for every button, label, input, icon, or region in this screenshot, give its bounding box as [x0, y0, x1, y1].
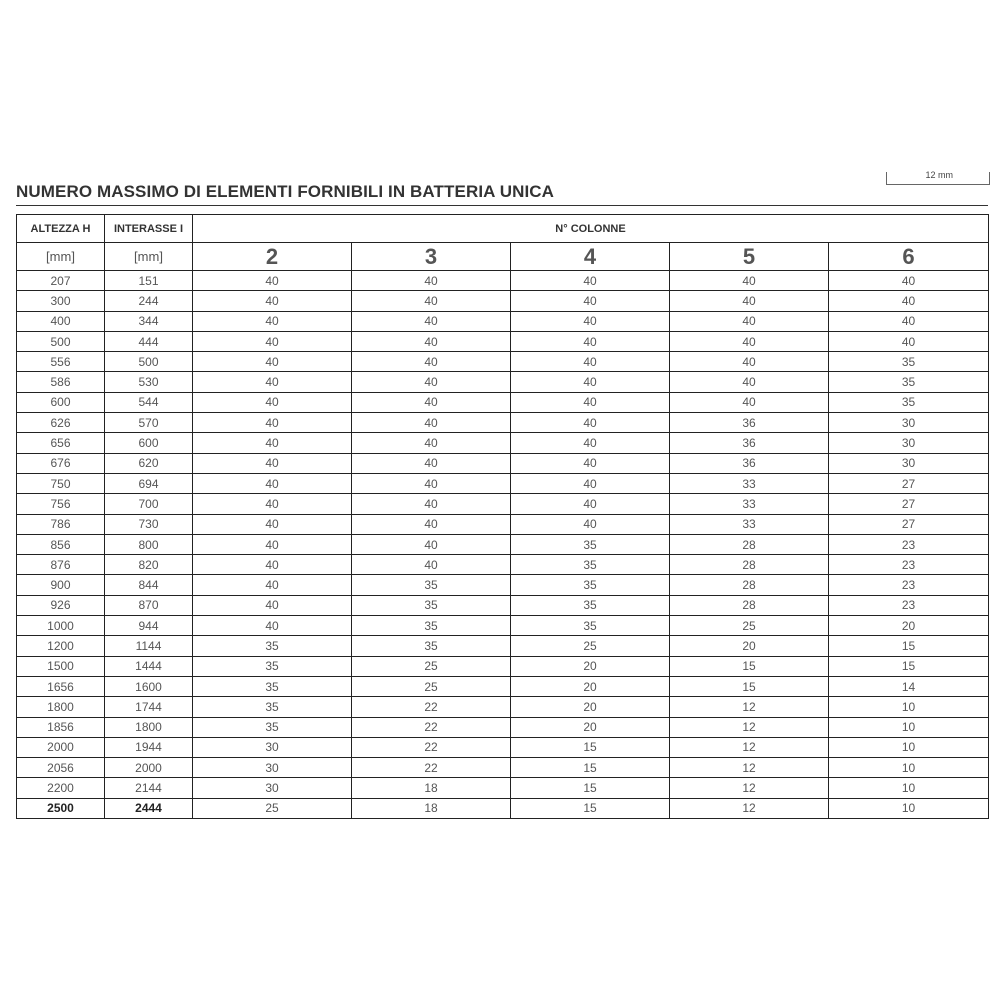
table-cell: 12 — [670, 798, 829, 818]
table-cell: 10 — [829, 697, 989, 717]
table-cell: 35 — [511, 534, 670, 554]
table-cell: 40 — [511, 352, 670, 372]
table-row — [17, 595, 989, 615]
table-cell: 40 — [829, 331, 989, 351]
table-cell: 20 — [829, 616, 989, 636]
table-cell: 1000 — [17, 616, 105, 636]
table-row — [17, 534, 989, 554]
table-cell: 2000 — [105, 758, 193, 778]
table-cell: 151 — [105, 271, 193, 291]
table-cell: 35 — [511, 616, 670, 636]
table-cell: 40 — [511, 331, 670, 351]
table-row — [17, 798, 989, 818]
table-cell: 15 — [829, 656, 989, 676]
table-cell: 20 — [511, 697, 670, 717]
table-row — [17, 413, 989, 433]
table-cell: 1600 — [105, 676, 193, 696]
table-cell: 730 — [105, 514, 193, 534]
unit-interasse: [mm] — [105, 243, 193, 271]
table-cell: 2056 — [17, 758, 105, 778]
table-cell: 40 — [511, 311, 670, 331]
table-cell: 23 — [829, 595, 989, 615]
table-cell: 40 — [193, 331, 352, 351]
table-cell: 28 — [670, 575, 829, 595]
table-row — [17, 453, 989, 473]
table-cell: 20 — [670, 636, 829, 656]
table-cell: 35 — [352, 636, 511, 656]
table-cell: 40 — [193, 311, 352, 331]
table-cell: 25 — [670, 616, 829, 636]
table-cell: 40 — [670, 291, 829, 311]
table-cell: 35 — [829, 392, 989, 412]
table-cell: 35 — [511, 555, 670, 575]
table-cell: 15 — [511, 737, 670, 757]
table-cell: 36 — [670, 453, 829, 473]
table-cell: 40 — [352, 555, 511, 575]
table-cell: 1856 — [17, 717, 105, 737]
table-cell: 27 — [829, 514, 989, 534]
table-cell: 820 — [105, 555, 193, 575]
table-cell: 40 — [193, 291, 352, 311]
table-row — [17, 271, 989, 291]
table-cell: 40 — [511, 514, 670, 534]
table-row — [17, 636, 989, 656]
table-cell: 30 — [829, 433, 989, 453]
table-cell: 28 — [670, 555, 829, 575]
table-row — [17, 676, 989, 696]
table-row — [17, 331, 989, 351]
table-row — [17, 758, 989, 778]
table-cell: 23 — [829, 555, 989, 575]
table-cell: 28 — [670, 534, 829, 554]
scale-label: 12 mm — [925, 170, 953, 180]
table-cell: 15 — [670, 676, 829, 696]
table-row — [17, 392, 989, 412]
table-cell: 40 — [352, 291, 511, 311]
table-cell: 40 — [352, 453, 511, 473]
table-cell: 40 — [193, 514, 352, 534]
table-cell: 20 — [511, 717, 670, 737]
unit-altezza: [mm] — [17, 243, 105, 271]
table-cell: 2444 — [105, 798, 193, 818]
table-cell: 15 — [511, 778, 670, 798]
column-header: 6 — [829, 243, 989, 271]
table-cell: 22 — [352, 758, 511, 778]
table-body — [17, 271, 989, 819]
table-cell: 40 — [511, 291, 670, 311]
table-cell: 35 — [352, 616, 511, 636]
table-cell: 12 — [670, 758, 829, 778]
table-row — [17, 717, 989, 737]
table-cell: 27 — [829, 473, 989, 493]
table-cell: 36 — [670, 433, 829, 453]
table-cell: 40 — [352, 534, 511, 554]
table-cell: 20 — [511, 676, 670, 696]
title-underline — [16, 205, 988, 206]
table-cell: 12 — [670, 778, 829, 798]
table-cell: 40 — [511, 392, 670, 412]
table-cell: 40 — [511, 433, 670, 453]
table-cell: 600 — [105, 433, 193, 453]
table-cell: 35 — [193, 717, 352, 737]
table-cell: 1200 — [17, 636, 105, 656]
table-cell: 2500 — [17, 798, 105, 818]
table-cell: 12 — [670, 717, 829, 737]
table-cell: 40 — [193, 555, 352, 575]
table-cell: 35 — [193, 676, 352, 696]
table-cell: 33 — [670, 514, 829, 534]
table-cell: 40 — [670, 311, 829, 331]
table-cell: 244 — [105, 291, 193, 311]
table-cell: 40 — [193, 595, 352, 615]
table-cell: 40 — [193, 494, 352, 514]
table-cell: 33 — [670, 494, 829, 514]
table-cell: 2000 — [17, 737, 105, 757]
table-cell: 40 — [352, 392, 511, 412]
table-cell: 10 — [829, 798, 989, 818]
table-cell: 40 — [193, 616, 352, 636]
table-cell: 40 — [829, 311, 989, 331]
table-cell: 23 — [829, 575, 989, 595]
header-colonne: N° COLONNE — [193, 215, 989, 243]
table-cell: 35 — [352, 595, 511, 615]
table-cell: 40 — [193, 372, 352, 392]
table-cell: 25 — [352, 656, 511, 676]
table-cell: 40 — [352, 311, 511, 331]
table-cell: 15 — [670, 656, 829, 676]
table-cell: 40 — [829, 271, 989, 291]
table-cell: 1144 — [105, 636, 193, 656]
table-cell: 40 — [193, 392, 352, 412]
table-cell: 40 — [352, 352, 511, 372]
table-cell: 2200 — [17, 778, 105, 798]
table-row — [17, 433, 989, 453]
table-cell: 756 — [17, 494, 105, 514]
table-cell: 40 — [352, 494, 511, 514]
table-cell: 30 — [193, 778, 352, 798]
table-cell: 15 — [511, 758, 670, 778]
table-row — [17, 656, 989, 676]
table-cell: 40 — [193, 473, 352, 493]
column-header: 3 — [352, 243, 511, 271]
table-cell: 40 — [193, 575, 352, 595]
table-cell: 33 — [670, 473, 829, 493]
table-cell: 25 — [352, 676, 511, 696]
table-cell: 856 — [17, 534, 105, 554]
table-row — [17, 473, 989, 493]
table-cell: 500 — [105, 352, 193, 372]
table-cell: 1444 — [105, 656, 193, 676]
table-cell: 40 — [670, 372, 829, 392]
table-row — [17, 616, 989, 636]
table-cell: 15 — [829, 636, 989, 656]
table-cell: 35 — [829, 372, 989, 392]
table-cell: 656 — [17, 433, 105, 453]
column-header: 4 — [511, 243, 670, 271]
table-cell: 30 — [193, 758, 352, 778]
table-cell: 35 — [193, 656, 352, 676]
table-cell: 620 — [105, 453, 193, 473]
table-cell: 926 — [17, 595, 105, 615]
table-cell: 35 — [829, 352, 989, 372]
table-cell: 694 — [105, 473, 193, 493]
table-row — [17, 555, 989, 575]
table-cell: 444 — [105, 331, 193, 351]
table-cell: 40 — [511, 271, 670, 291]
table-cell: 530 — [105, 372, 193, 392]
table-cell: 40 — [670, 271, 829, 291]
table-cell: 844 — [105, 575, 193, 595]
table-row — [17, 291, 989, 311]
table-cell: 40 — [193, 413, 352, 433]
table-cell: 30 — [829, 413, 989, 433]
table-cell: 300 — [17, 291, 105, 311]
table-cell: 20 — [511, 656, 670, 676]
table-row — [17, 778, 989, 798]
table-cell: 18 — [352, 778, 511, 798]
table-cell: 400 — [17, 311, 105, 331]
table-cell: 1944 — [105, 737, 193, 757]
table-cell: 750 — [17, 473, 105, 493]
table-row — [17, 514, 989, 534]
table-cell: 40 — [352, 433, 511, 453]
header-altezza: ALTEZZA H — [17, 215, 105, 243]
table-cell: 40 — [193, 534, 352, 554]
header-interasse: INTERASSE I — [105, 215, 193, 243]
table-row — [17, 372, 989, 392]
table-cell: 344 — [105, 311, 193, 331]
table-cell: 900 — [17, 575, 105, 595]
table-cell: 10 — [829, 717, 989, 737]
table-cell: 35 — [193, 697, 352, 717]
table-cell: 30 — [193, 737, 352, 757]
table-cell: 25 — [193, 798, 352, 818]
table-cell: 1500 — [17, 656, 105, 676]
table-cell: 600 — [17, 392, 105, 412]
table-cell: 22 — [352, 737, 511, 757]
table-cell: 40 — [352, 271, 511, 291]
column-header: 5 — [670, 243, 829, 271]
table-cell: 586 — [17, 372, 105, 392]
table-row — [17, 737, 989, 757]
table-cell: 207 — [17, 271, 105, 291]
table-cell: 35 — [511, 595, 670, 615]
table-cell: 40 — [193, 433, 352, 453]
table-cell: 40 — [670, 392, 829, 412]
table-cell: 27 — [829, 494, 989, 514]
table-cell: 40 — [670, 352, 829, 372]
table-cell: 12 — [670, 697, 829, 717]
table-cell: 10 — [829, 778, 989, 798]
table-cell: 700 — [105, 494, 193, 514]
table-cell: 22 — [352, 717, 511, 737]
table-cell: 786 — [17, 514, 105, 534]
table-cell: 14 — [829, 676, 989, 696]
table-cell: 1744 — [105, 697, 193, 717]
table-cell: 40 — [511, 473, 670, 493]
table-cell: 544 — [105, 392, 193, 412]
table-cell: 28 — [670, 595, 829, 615]
table-cell: 10 — [829, 758, 989, 778]
table-cell: 40 — [511, 453, 670, 473]
table-row — [17, 575, 989, 595]
table-cell: 35 — [193, 636, 352, 656]
table-cell: 570 — [105, 413, 193, 433]
table-cell: 40 — [352, 372, 511, 392]
column-header: 2 — [193, 243, 352, 271]
table-cell: 1800 — [17, 697, 105, 717]
table-cell: 23 — [829, 534, 989, 554]
table-cell: 944 — [105, 616, 193, 636]
table-cell: 18 — [352, 798, 511, 818]
table-cell: 2144 — [105, 778, 193, 798]
table-cell: 40 — [511, 372, 670, 392]
table-cell: 10 — [829, 737, 989, 757]
table-cell: 30 — [829, 453, 989, 473]
table-cell: 40 — [352, 514, 511, 534]
table-cell: 626 — [17, 413, 105, 433]
table-cell: 40 — [352, 473, 511, 493]
table-cell: 1656 — [17, 676, 105, 696]
table-cell: 35 — [511, 575, 670, 595]
table-cell: 870 — [105, 595, 193, 615]
table-cell: 40 — [352, 413, 511, 433]
table-cell: 676 — [17, 453, 105, 473]
elements-table — [16, 214, 989, 819]
table-cell: 22 — [352, 697, 511, 717]
table-cell: 36 — [670, 413, 829, 433]
scale-bar — [886, 172, 990, 185]
table-row — [17, 494, 989, 514]
table-row — [17, 352, 989, 372]
table-cell: 40 — [352, 331, 511, 351]
table-cell: 25 — [511, 636, 670, 656]
table-cell: 500 — [17, 331, 105, 351]
table-cell: 800 — [105, 534, 193, 554]
table-cell: 876 — [17, 555, 105, 575]
table-cell: 556 — [17, 352, 105, 372]
table-cell: 1800 — [105, 717, 193, 737]
table-cell: 12 — [670, 737, 829, 757]
table-cell: 35 — [352, 575, 511, 595]
table-cell: 15 — [511, 798, 670, 818]
table-row — [17, 311, 989, 331]
table-cell: 40 — [829, 291, 989, 311]
table-cell: 40 — [511, 413, 670, 433]
table-cell: 40 — [670, 331, 829, 351]
table-cell: 40 — [511, 494, 670, 514]
table-cell: 40 — [193, 352, 352, 372]
table-row — [17, 697, 989, 717]
table-cell: 40 — [193, 271, 352, 291]
table-cell: 40 — [193, 453, 352, 473]
page-title: NUMERO MASSIMO DI ELEMENTI FORNIBILI IN BATTERIA UNICA — [16, 182, 555, 201]
